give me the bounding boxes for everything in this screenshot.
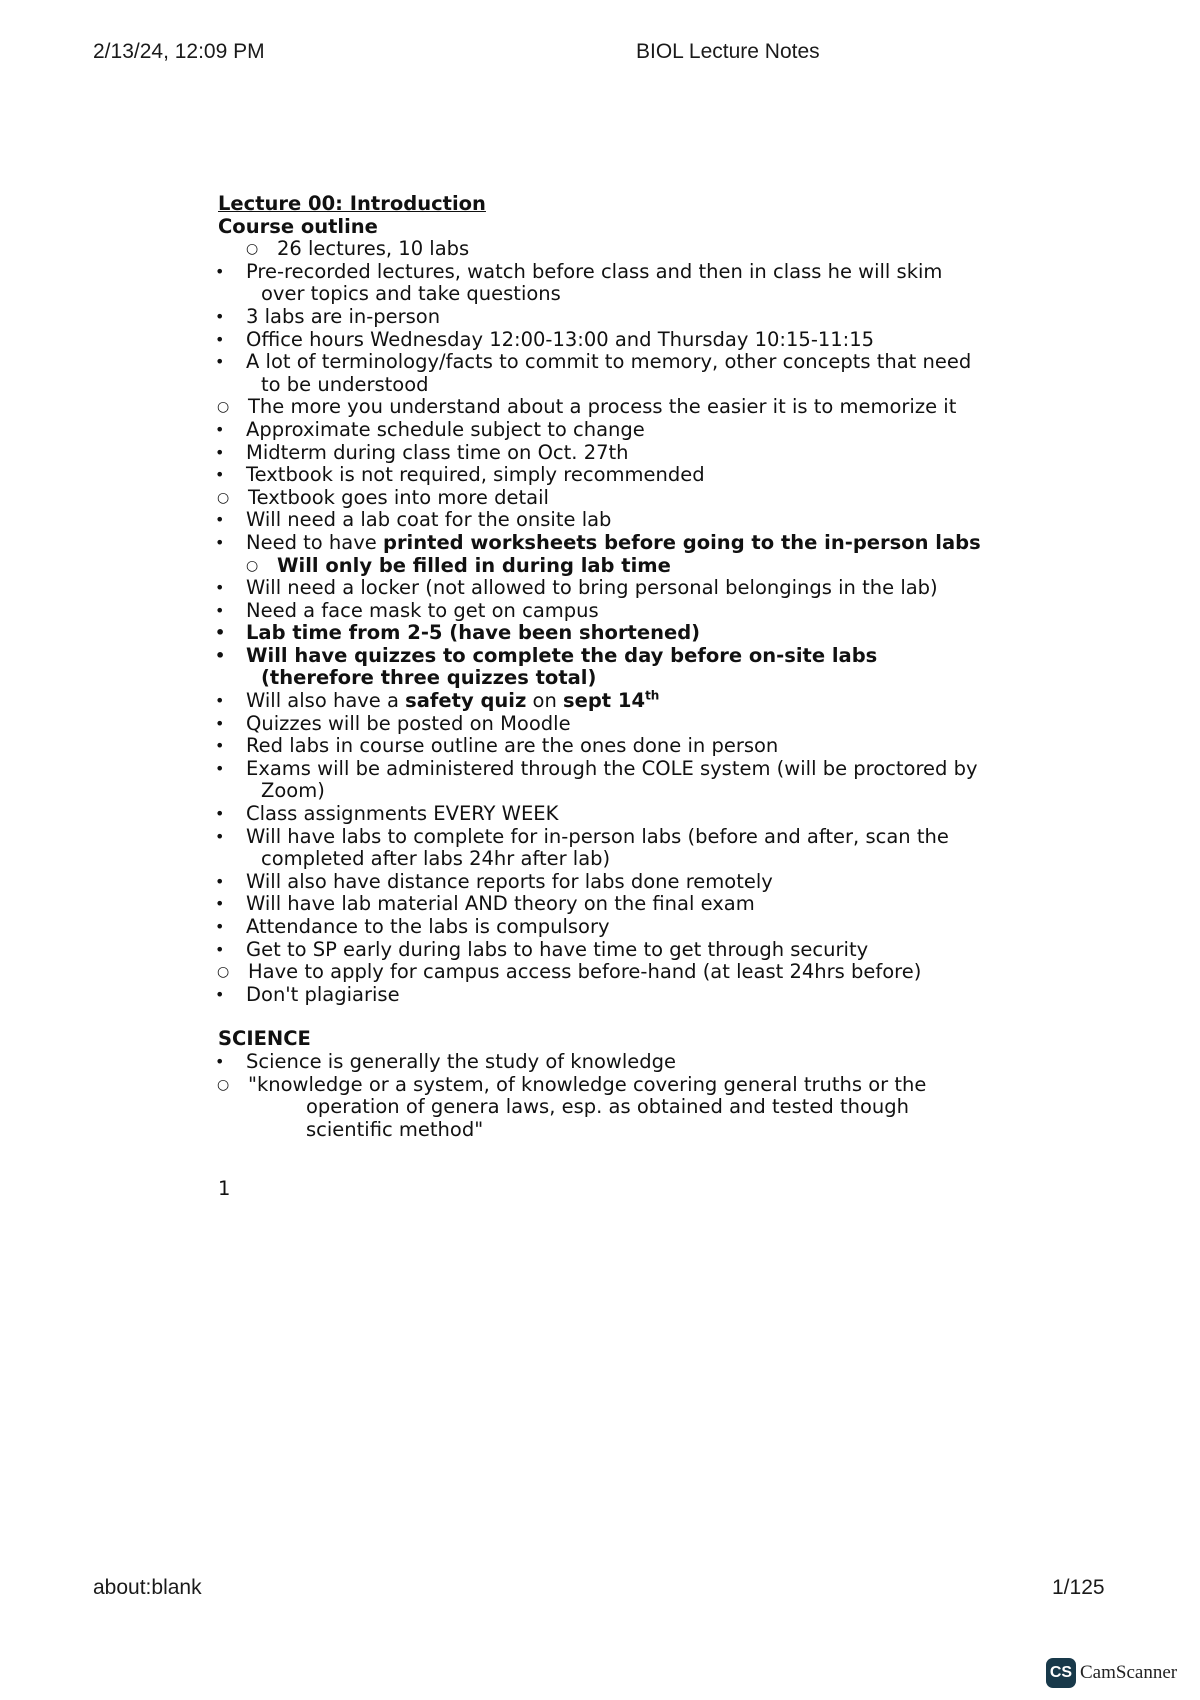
sub-list-item: ○ 26 lectures, 10 labs [246,237,470,261]
list-item: • Need to have printed worksheets before going to the in-person labs [215,530,981,554]
list-item: • Quizzes will be posted on Moodle [215,711,571,735]
footer-url: about:blank [93,1576,202,1599]
list-item: • Will have labs to complete for in-person labs (before and after, scan the completed after labs 24hr after lab) [215,824,949,871]
list-item: • Textbook is not required, simply recommended [215,463,705,487]
list-item: • Approximate schedule subject to change [215,417,645,441]
page-number: 1 [218,1177,231,1201]
list-item: • Don't plagiarise [215,982,400,1006]
list-item: • Will also have a safety quiz on sept 14th [215,688,660,713]
document-title: BIOL Lecture Notes [636,40,820,63]
list-item: • Will also have distance reports for labs done remotely [215,869,773,893]
list-item: • Exams will be administered through the COLE system (will be proctored by Zoom) [215,756,978,803]
list-item: • Will need a locker (not allowed to bring personal belongings in the lab) [215,576,938,600]
list-item: • Red labs in course outline are the ones done in person [215,734,779,758]
print-date: 2/13/24, 12:09 PM [93,40,265,63]
list-item: • Office hours Wednesday 12:00-13:00 and Thursday 10:15-11:15 [215,327,875,351]
list-item: • Get to SP early during labs to have time to get through security [215,937,869,961]
camscanner-logo-icon: CS [1046,1658,1076,1688]
camscanner-brand: CamScanner [1080,1662,1178,1683]
list-item: • Midterm during class time on Oct. 27th [215,440,629,464]
sub-list-item: ○ "knowledge or a system, of knowledge covering general truths or the operation of genera laws, esp. as obtained and tested though scientific method" [217,1072,927,1141]
list-item: • Will have quizzes to complete the day before on-site labs (therefore three quizzes total) [215,643,878,690]
list-item: • Science is generally the study of knowledge [215,1049,677,1073]
camscanner-watermark [1046,1658,1177,1688]
list-item: • Attendance to the labs is compulsory [215,915,610,938]
list-item: • Class assignments EVERY WEEK [215,802,559,826]
sub-list-item: ○ Textbook goes into more detail [217,485,549,509]
list-item: • A lot of terminology/facts to commit to memory, other concepts that need to be understood [215,350,972,396]
lecture-title: Lecture 00: Introduction [218,192,486,215]
sub-list-item: ○ The more you understand about a process the easier it is to memorize it [217,395,957,419]
page-counter: 1/125 [1052,1576,1105,1599]
section-heading-science: SCIENCE [218,1027,311,1051]
sub-list-item: ○ Have to apply for campus access before-hand (at least 24hrs before) [217,960,922,984]
list-item: • Will have lab material AND theory on the final exam [215,892,755,916]
list-item: • Will need a lab coat for the onsite lab [215,508,612,532]
sub-list-item: ○ Will only be filled in during lab time [246,553,671,577]
list-item: • Pre-recorded lectures, watch before class and then in class he will skim over topics and take questions [215,259,943,306]
list-item: • Need a face mask to get on campus [215,598,599,622]
lecture-notes [215,192,988,1201]
section-heading-course-outline: Course outline [218,214,378,238]
list-item: • Lab time from 2-5 (have been shortened) [215,621,701,645]
list-item: • 3 labs are in-person [215,304,441,328]
